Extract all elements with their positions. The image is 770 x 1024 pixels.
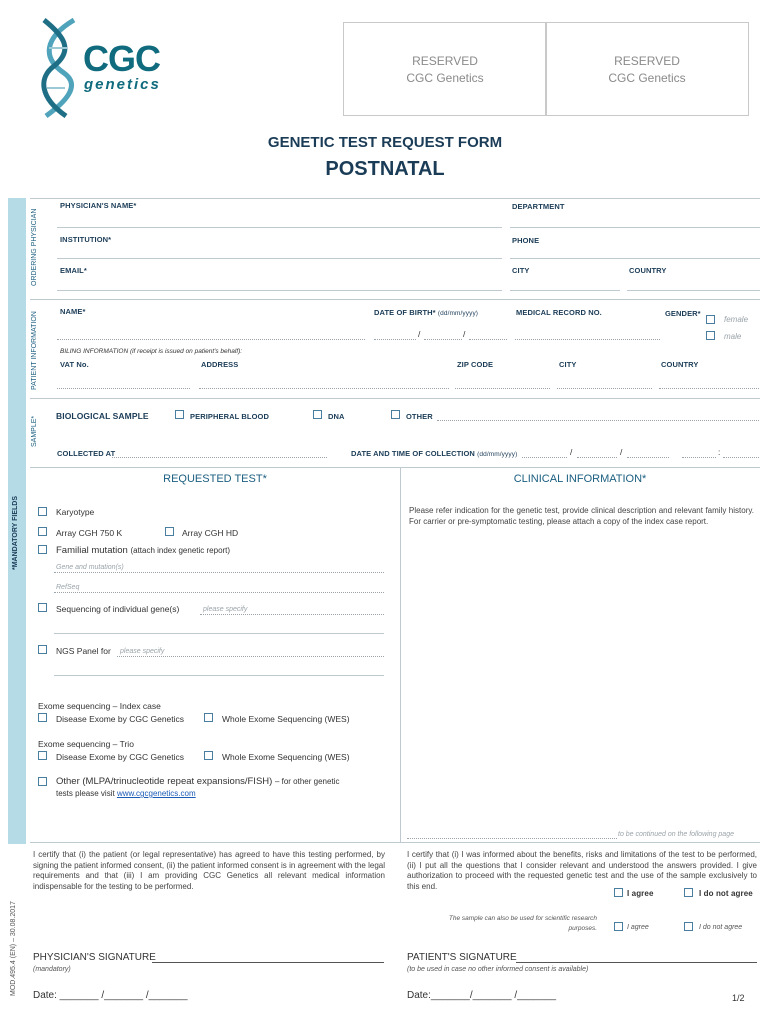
mrn-field[interactable]: [515, 339, 660, 340]
ordering-physician-label: ORDERING PHYSICIAN: [31, 208, 38, 286]
physician-signature-note: (mandatory): [33, 966, 71, 973]
ngs-panel-label: NGS Panel for: [56, 646, 111, 656]
clinical-info-heading: CLINICAL INFORMATION*: [513, 473, 647, 485]
phone-field[interactable]: [510, 258, 760, 259]
visit-label: tests please visit www.cgcgenetics.com: [56, 789, 196, 798]
patient-city-field[interactable]: [557, 388, 652, 389]
research-agree-checkbox[interactable]: [614, 922, 623, 931]
physician-certification: I certify that (i) the patient (or legal representative) has agreed to have this testing performed, by signing the patient informed consent, (ii) the patient informed consent is in agreement with the legal requirements and that (iii) I am providing CGC Genetics all relevant medical information indispensable for the testing to be performed.: [33, 850, 385, 891]
reserved-box-2: RESERVED CGC Genetics: [545, 22, 749, 116]
form-subtitle: POSTNATAL: [325, 158, 445, 180]
seq-gene-checkbox[interactable]: [38, 603, 47, 612]
physician-date-field[interactable]: Date: _______ /_______ /_______: [33, 990, 188, 1001]
patient-signature-field[interactable]: [516, 962, 757, 963]
refseq-placeholder: RefSeq: [56, 584, 80, 591]
not-agree-checkbox[interactable]: [684, 888, 693, 897]
other-sample-label: OTHER: [406, 412, 433, 421]
patient-country-field[interactable]: [659, 388, 759, 389]
mrn-label: MEDICAL RECORD NO.: [516, 308, 602, 317]
physician-name-field[interactable]: [57, 227, 502, 228]
ngs-panel-checkbox[interactable]: [38, 645, 47, 654]
refseq-field[interactable]: [54, 592, 384, 593]
dob-label: DATE OF BIRTH* (dd/mm/yyyy): [374, 308, 479, 317]
form-title: GENETIC TEST REQUEST FORM: [267, 134, 503, 151]
dna-checkbox[interactable]: [313, 410, 322, 419]
physician-country-label: COUNTRY: [629, 266, 667, 275]
peripheral-blood-checkbox[interactable]: [175, 410, 184, 419]
patient-name-field[interactable]: [57, 339, 365, 340]
other-test-checkbox[interactable]: [38, 777, 47, 786]
wes-trio-checkbox[interactable]: [204, 751, 213, 760]
gene-mutation-placeholder: Gene and mutation(s): [56, 564, 124, 571]
phone-label: PHONE: [512, 236, 540, 245]
patient-city-label: CITY: [559, 360, 577, 369]
male-label: male: [724, 332, 742, 341]
agree-label: I agree: [627, 889, 654, 898]
bio-sample-label: BIOLOGICAL SAMPLE: [56, 411, 149, 421]
page-number: 1/2: [732, 993, 745, 1003]
continued-note: to be continued on the following page: [618, 831, 734, 838]
physician-name-label: PHYSICIAN'S NAME*: [60, 201, 137, 210]
collection-hour-field[interactable]: [682, 457, 716, 458]
cghhd-label: Array CGH HD: [182, 528, 239, 538]
physician-city-field[interactable]: [510, 290, 620, 291]
physician-signature-field[interactable]: [152, 962, 384, 963]
institution-field[interactable]: [57, 258, 502, 259]
logo-text: CGC: [83, 38, 160, 79]
dna-helix-icon: [34, 18, 84, 118]
clinical-info-field[interactable]: [407, 838, 617, 839]
disease-exome-index-checkbox[interactable]: [38, 713, 47, 722]
karyotype-checkbox[interactable]: [38, 507, 47, 516]
address-label: ADDRESS: [201, 360, 239, 369]
patient-certification: I certify that (i) I was informed about the benefits, risks and limitations of the test to be performed, (ii) I put all the questions that I consider relevant and understood the answers provided. I give authorization to proceed with the requested genetic test and the use of the sample exclusively to this end.: [407, 850, 757, 891]
vat-field[interactable]: [57, 388, 190, 389]
agree-checkbox[interactable]: [614, 888, 623, 897]
department-label: DEPARTMENT: [512, 202, 565, 211]
department-field[interactable]: [510, 227, 760, 228]
logo-subtext: genetics: [84, 76, 161, 93]
not-agree-label: I do not agree: [699, 889, 753, 898]
peripheral-blood-label: PERIPHERAL BLOOD: [190, 412, 269, 421]
research-not-agree-label: I do not agree: [699, 924, 743, 931]
patient-country-label: COUNTRY: [661, 360, 699, 369]
dob-month-field[interactable]: [424, 339, 462, 340]
cgh750-label: Array CGH 750 K: [56, 528, 123, 538]
collection-year-field[interactable]: [627, 457, 669, 458]
disease-exome-trio-label: Disease Exome by CGC Genetics: [56, 752, 185, 762]
male-checkbox[interactable]: [706, 331, 715, 340]
ngs-panel-field[interactable]: [117, 656, 384, 657]
collection-day-field[interactable]: [522, 457, 567, 458]
ngs-panel-field-2[interactable]: [54, 675, 384, 676]
disease-exome-index-label: Disease Exome by CGC Genetics: [56, 714, 185, 724]
clinical-info-instructions: Please refer indication for the genetic test, provide clinical description and relevant family history. For carrier or pre-symptomatic testing, please attach a copy of the index case report.: [409, 506, 754, 526]
female-label: female: [724, 315, 749, 324]
seq-gene-field-2[interactable]: [54, 633, 384, 634]
physician-signature-label: PHYSICIAN'S SIGNATURE: [33, 952, 156, 963]
address-field[interactable]: [199, 388, 449, 389]
other-test-label: Other (MLPA/trinucleotide repeat expansions/FISH) – for other genetic: [56, 776, 340, 787]
physician-city-label: CITY: [512, 266, 530, 275]
collection-datetime-label: DATE AND TIME OF COLLECTION (dd/mm/yyyy): [351, 449, 518, 458]
zip-field[interactable]: [455, 388, 550, 389]
gene-mutation-field[interactable]: [54, 572, 384, 573]
website-link[interactable]: www.cgcgenetics.com: [116, 789, 196, 798]
patient-date-field[interactable]: Date:_______/_______ /_______: [407, 990, 557, 1001]
cgh750-checkbox[interactable]: [38, 527, 47, 536]
ngs-panel-placeholder: please specify: [120, 648, 165, 655]
wes-index-label: Whole Exome Sequencing (WES): [222, 714, 350, 724]
mod-code-label: MOD.495.4 (EN) – 30.08.2017: [10, 901, 17, 996]
sample-label: SAMPLE*: [31, 415, 38, 447]
collected-at-label: COLLECTED AT: [57, 449, 116, 458]
dna-label: DNA: [328, 412, 345, 421]
billing-label: BILING INFORMATION (if receipt is issued on patient's behalf):: [60, 348, 243, 355]
research-note: The sample can also be used for scientific research purposes.: [448, 915, 597, 932]
seq-gene-placeholder: please specify: [203, 606, 248, 613]
zip-label: ZIP CODE: [457, 360, 494, 369]
vat-label: VAT No.: [60, 360, 89, 369]
exome-trio-label: Exome sequencing – Trio: [38, 739, 134, 749]
female-checkbox[interactable]: [706, 315, 715, 324]
patient-information-label: PATIENT INFORMATION: [31, 311, 38, 390]
patient-signature-label: PATIENT'S SIGNATURE: [407, 952, 517, 963]
gender-label: GENDER*: [665, 309, 701, 318]
mandatory-fields-label: *MANDATORY FIELDS: [12, 495, 19, 570]
reserved-box-1: RESERVED CGC Genetics: [343, 22, 547, 116]
dob-day-field[interactable]: [374, 339, 416, 340]
karyotype-label: Karyotype: [56, 507, 95, 517]
exome-index-label: Exome sequencing – Index case: [38, 701, 161, 711]
institution-label: INSTITUTION*: [60, 235, 112, 244]
research-agree-label: I agree: [627, 924, 649, 931]
collection-month-field[interactable]: [577, 457, 617, 458]
other-sample-checkbox[interactable]: [391, 410, 400, 419]
email-field[interactable]: [57, 290, 502, 291]
wes-index-checkbox[interactable]: [204, 713, 213, 722]
wes-trio-label: Whole Exome Sequencing (WES): [222, 752, 350, 762]
collection-minute-field[interactable]: [723, 457, 759, 458]
research-not-agree-checkbox[interactable]: [684, 922, 693, 931]
seq-gene-label: Sequencing of individual gene(s): [56, 604, 180, 614]
requested-test-heading: REQUESTED TEST*: [163, 473, 267, 485]
seq-gene-field[interactable]: [200, 614, 384, 615]
physician-country-field[interactable]: [627, 290, 760, 291]
other-sample-field[interactable]: [437, 420, 759, 421]
familial-label: Familial mutation (attach index genetic report): [56, 545, 231, 556]
dob-year-field[interactable]: [469, 339, 507, 340]
disease-exome-trio-checkbox[interactable]: [38, 751, 47, 760]
email-label: EMAIL*: [60, 266, 87, 275]
collected-at-field[interactable]: [112, 457, 327, 458]
cghhd-checkbox[interactable]: [165, 527, 174, 536]
patient-name-label: NAME*: [60, 307, 86, 316]
patient-signature-note: (to be used in case no other informed consent is available): [407, 966, 589, 973]
familial-checkbox[interactable]: [38, 545, 47, 554]
